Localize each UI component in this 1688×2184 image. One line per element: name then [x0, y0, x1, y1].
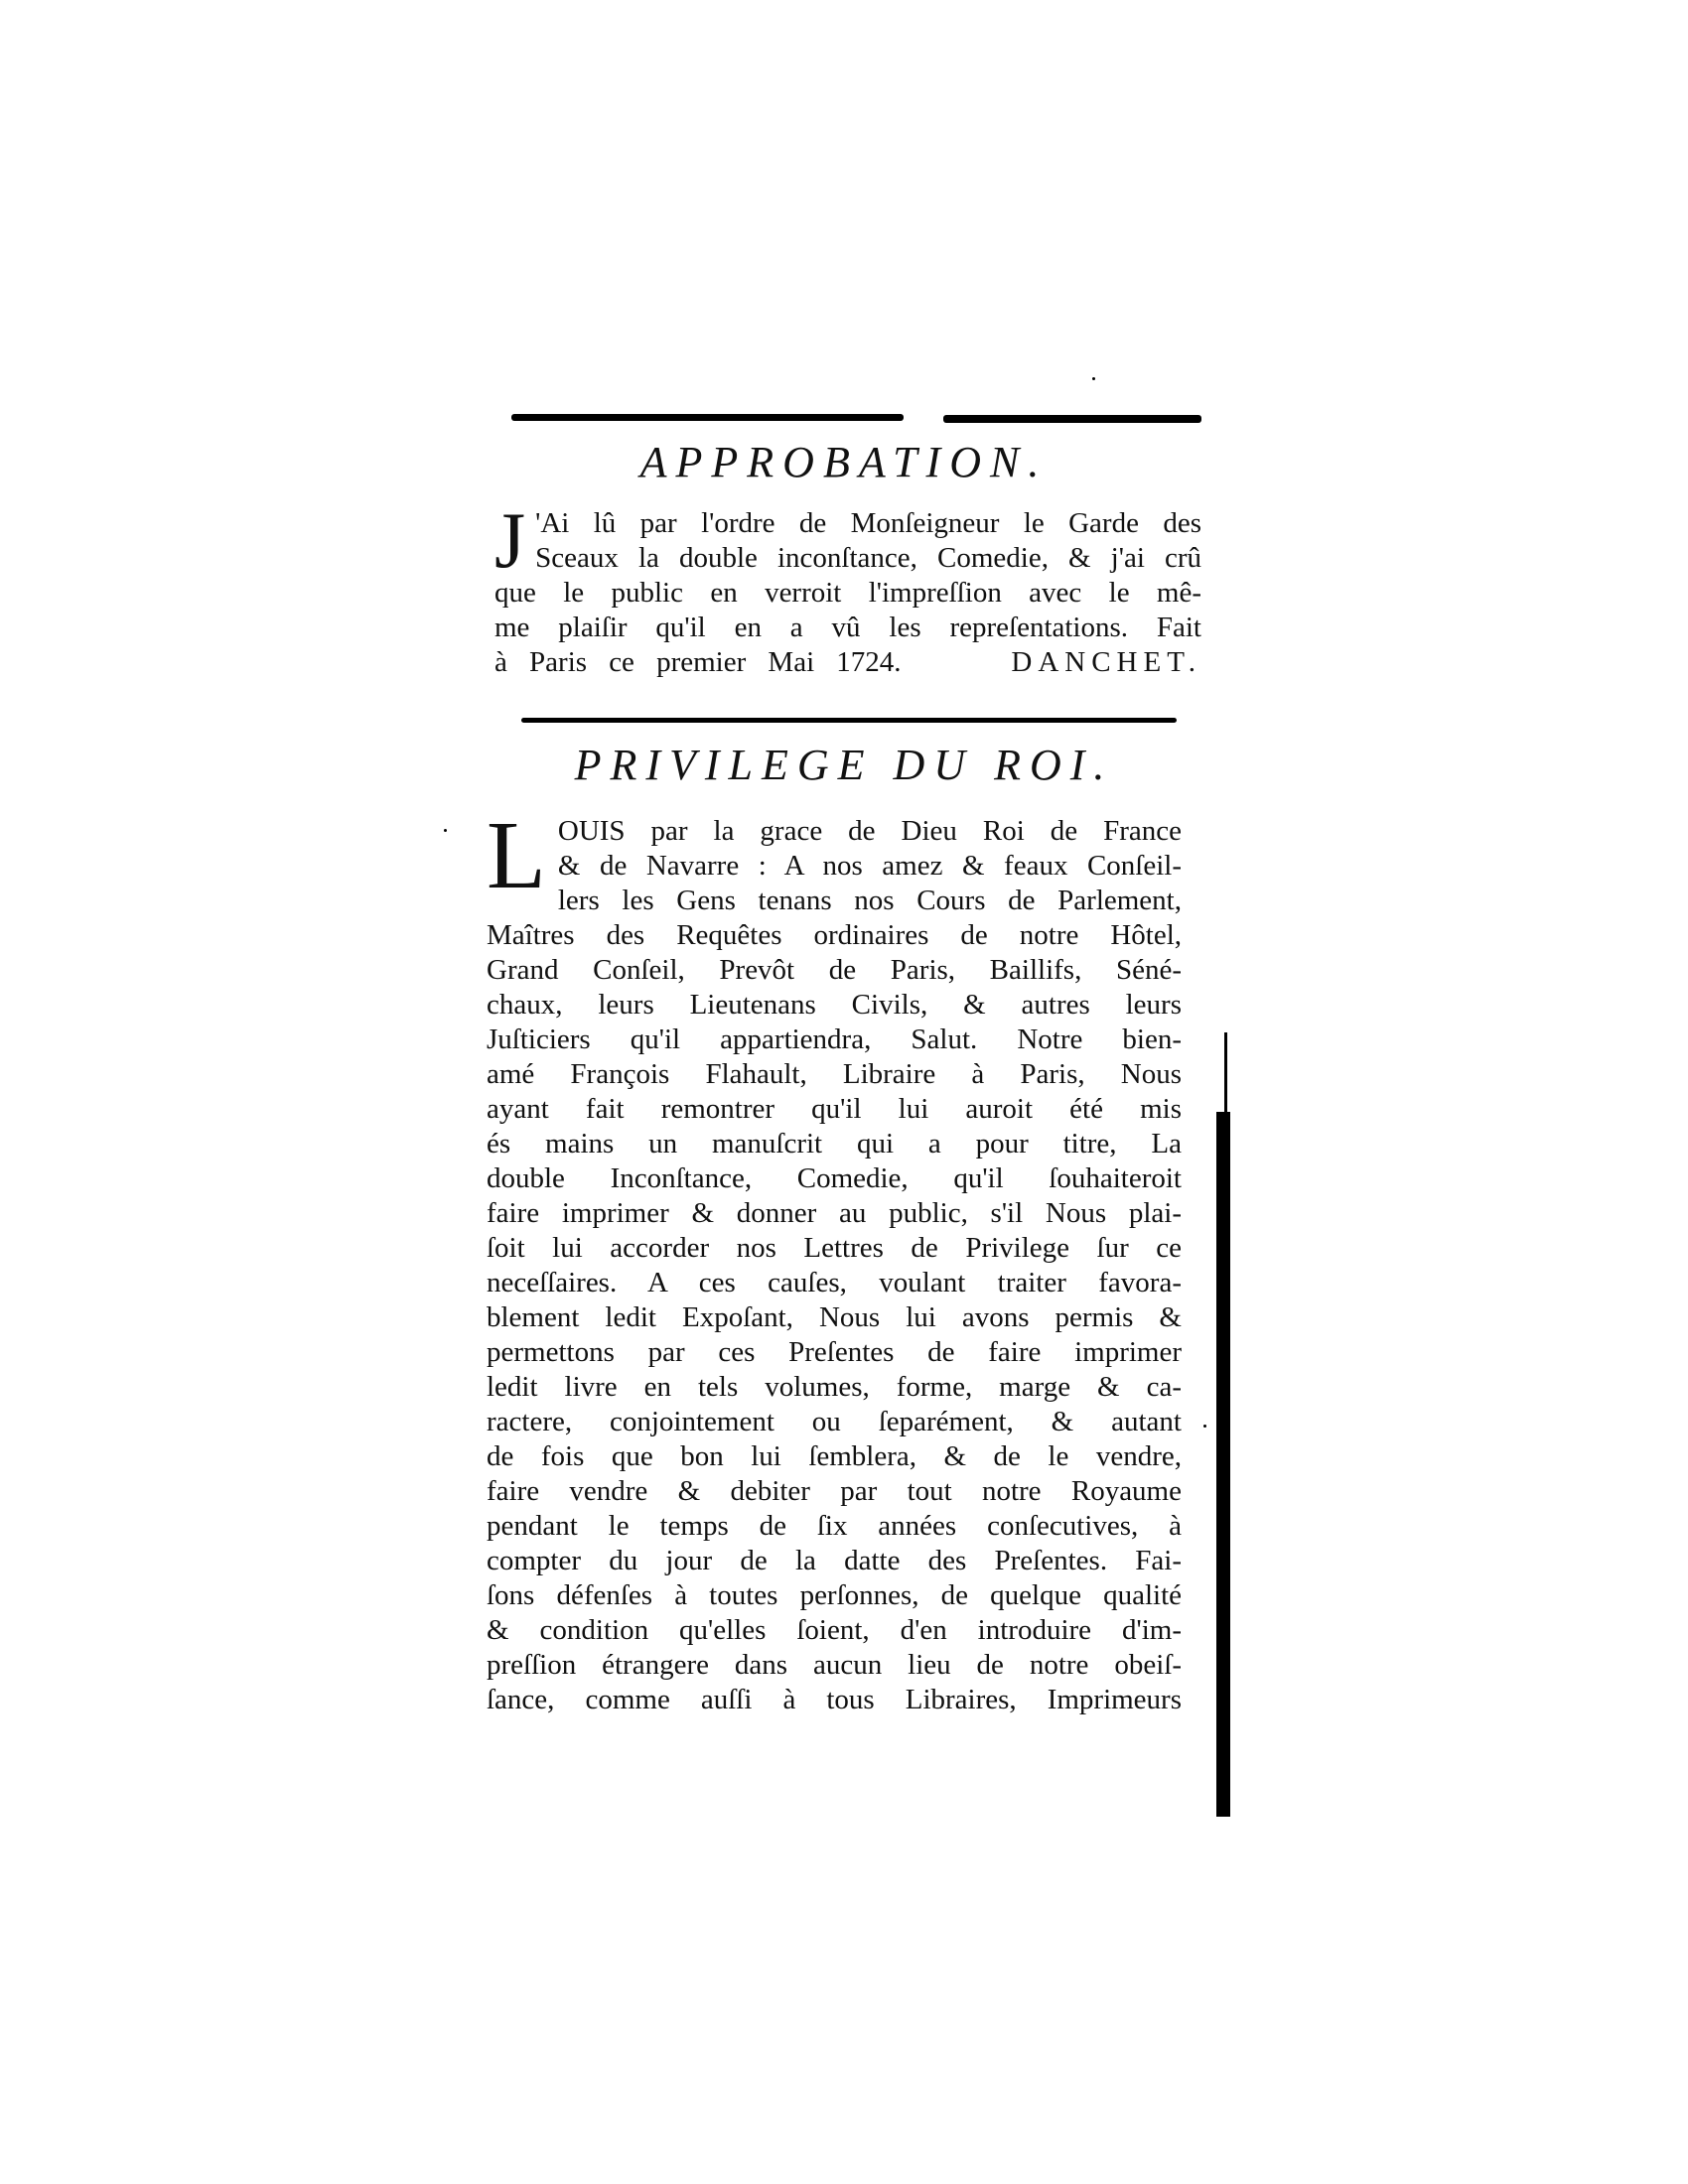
privilege-line: és mains un manuſcrit qui a pour titre, La: [487, 1128, 1182, 1160]
privilege-line: neceſſaires. A ces cauſes, voulant traiter favora-: [487, 1267, 1182, 1298]
privilege-line: OUIS par la grace de Dieu Roi de France: [557, 815, 1182, 847]
page-edge-shadow-thin: [1224, 1032, 1227, 1112]
approbation-line: me plaiſir qu'il en a vû les repreſentations. Fait: [494, 612, 1201, 643]
privilege-line: ayant fait remontrer qu'il lui auroit été mis: [487, 1093, 1182, 1125]
top-rule-right: [943, 415, 1201, 423]
privilege-line: permettons par ces Preſentes de faire imprimer: [487, 1336, 1182, 1368]
privilege-line: faire vendre & debiter par tout notre Royaume: [487, 1475, 1182, 1507]
privilege-line: de fois que bon lui ſemblera, & de le vendre,: [487, 1440, 1182, 1472]
approbation-line-last: [494, 645, 1201, 680]
privilege-line: Maîtres des Requêtes ordinaires de notre Hôtel,: [487, 919, 1182, 951]
privilege-line: pendant le temps de ſix années conſecutives, à: [487, 1510, 1182, 1542]
top-rule-left: [511, 414, 904, 421]
page-edge-shadow: [1216, 1112, 1230, 1817]
privilege-line: compter du jour de la datte des Preſentes. Fai-: [487, 1545, 1182, 1576]
approbation-date: à Paris ce premier Mai 1724.: [494, 646, 902, 678]
privilege-dropcap: L: [487, 802, 546, 909]
privilege-line: ſons défenſes à toutes perſonnes, de quelque qualité: [487, 1579, 1182, 1611]
approbation-signature: DANCHET.: [1011, 646, 1202, 678]
approbation-heading: APPROBATION.: [639, 438, 1049, 486]
privilege-line: ſance, comme auſſi à tous Libraires, Imprimeurs: [487, 1684, 1182, 1715]
privilege-line: & condition qu'elles ſoient, d'en introduire d'im-: [487, 1614, 1182, 1646]
privilege-line: & de Navarre : A nos amez & feaux Conſeil-: [557, 850, 1182, 882]
privilege-line: amé François Flahault, Libraire à Paris, Nous: [487, 1058, 1182, 1090]
privilege-line: faire imprimer & donner au public, s'il Nous plai-: [487, 1197, 1182, 1229]
section-rule: [521, 718, 1177, 723]
privilege-line: ſoit lui accorder nos Lettres de Privilege ſur ce: [487, 1232, 1182, 1264]
privilege-line: double Inconſtance, Comedie, qu'il ſouhaiteroit: [487, 1162, 1182, 1194]
approbation-line: Sceaux la double inconſtance, Comedie, & j'ai crû: [535, 542, 1201, 574]
privilege-line: ledit livre en tels volumes, forme, marge & ca-: [487, 1371, 1182, 1403]
privilege-line: lers les Gens tenans nos Cours de Parlement,: [557, 885, 1182, 916]
speck: [1092, 377, 1095, 380]
privilege-line: blement ledit Expoſant, Nous lui avons permis &: [487, 1301, 1182, 1333]
approbation-line: que le public en verroit l'impreſſion avec le mê-: [494, 577, 1201, 609]
privilege-line: chaux, leurs Lieutenans Civils, & autres leurs: [487, 989, 1182, 1021]
privilege-heading: PRIVILEGE DU ROI.: [574, 741, 1114, 789]
privilege-line: Grand Conſeil, Prevôt de Paris, Baillifs, Séné-: [487, 954, 1182, 986]
privilege-line: preſſion étrangere dans aucun lieu de notre obeiſ-: [487, 1649, 1182, 1681]
privilege-line: ractere, conjointement ou ſeparément, & autant: [487, 1406, 1182, 1437]
approbation-line: 'Ai lû par l'ordre de Monſeigneur le Garde des: [535, 507, 1201, 539]
privilege-text: [487, 802, 1182, 1717]
privilege-line: Juſticiers qu'il appartiendra, Salut. Notre bien-: [487, 1024, 1182, 1055]
approbation-dropcap: J: [494, 497, 526, 585]
speck: [1203, 1425, 1206, 1428]
speck: [444, 829, 447, 832]
approbation-text: [494, 497, 1202, 680]
